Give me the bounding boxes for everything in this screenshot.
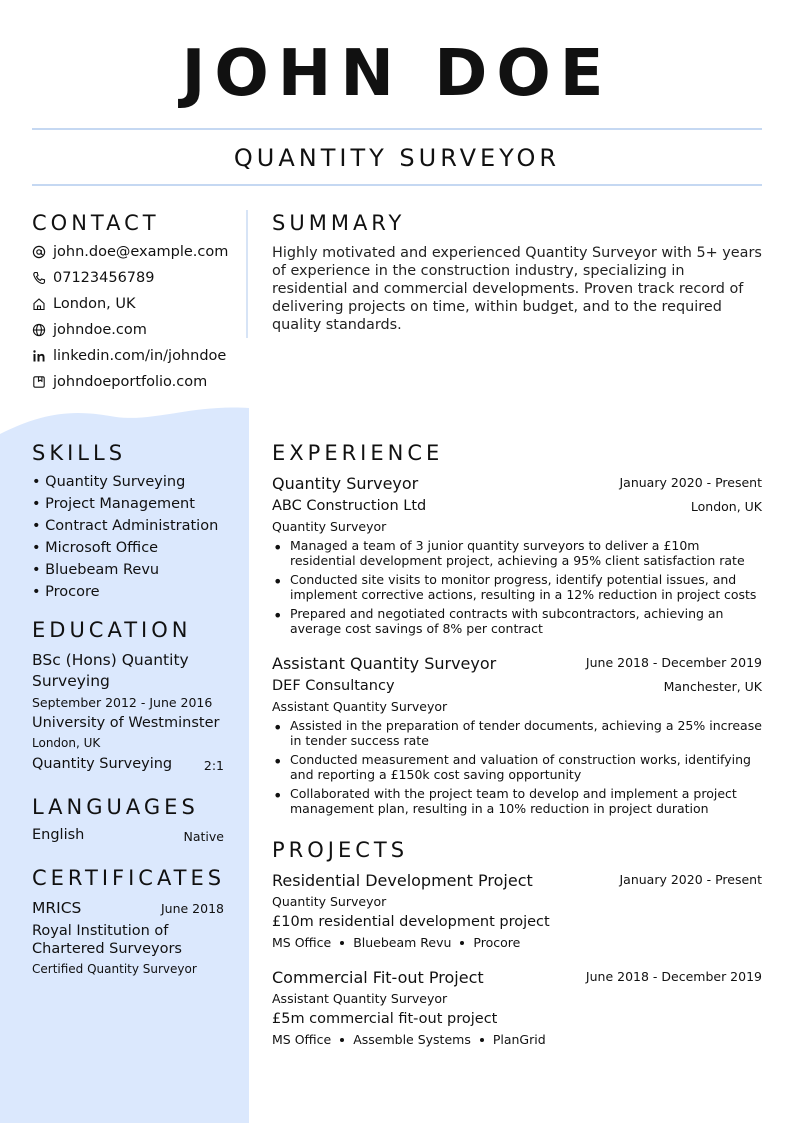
language-level: Native bbox=[183, 829, 224, 844]
job-role: Quantity Surveyor bbox=[272, 519, 387, 534]
certificate-date: June 2018 bbox=[160, 901, 224, 916]
list-item: • Collaborated with the project team to develop and implement a project management plan, resulting in a 10% reduction in project duration bbox=[272, 786, 762, 816]
certificate-name: MRICS bbox=[32, 899, 82, 917]
job-dates: January 2020 - Present bbox=[619, 475, 762, 490]
project-tag: Assemble Systems bbox=[353, 1032, 471, 1047]
list-item: • Contract Administration bbox=[32, 518, 219, 534]
languages-heading: LANGUAGES bbox=[32, 795, 199, 819]
globe-icon bbox=[32, 323, 46, 337]
skill-name: Bluebeam Revu bbox=[45, 562, 160, 578]
header-top-divider bbox=[32, 128, 762, 130]
project-tag: Procore bbox=[473, 935, 521, 950]
summary-text: Highly motivated and experienced Quantity Surveyor with 5+ years of experience in the construction industry, specializing in residential and commercial developments. Proven track record of delivering projects on time, within budget, and to the required quality standards. bbox=[272, 245, 762, 333]
tag-separator bbox=[480, 1038, 484, 1042]
project-tags bbox=[272, 1032, 546, 1047]
at-icon bbox=[32, 245, 46, 259]
job-bullets bbox=[272, 538, 762, 640]
certificates-heading: CERTIFICATES bbox=[32, 866, 226, 890]
certificate-description: Certified Quantity Surveyor bbox=[32, 962, 197, 976]
skill-name: Project Management bbox=[45, 496, 195, 512]
education-degree-line1: BSc (Hons) Quantity bbox=[32, 651, 189, 669]
contact-linkedin[interactable] bbox=[32, 346, 226, 366]
project-description: £10m residential development project bbox=[272, 914, 550, 930]
project-tag: MS Office bbox=[272, 935, 332, 950]
education-field: Quantity Surveying bbox=[32, 756, 173, 772]
skill-name: Microsoft Office bbox=[45, 540, 159, 556]
summary-heading: SUMMARY bbox=[272, 211, 406, 235]
portfolio-icon bbox=[32, 375, 46, 389]
education-grade: 2:1 bbox=[203, 758, 224, 773]
language-name: English bbox=[32, 827, 85, 843]
contact-email[interactable] bbox=[32, 242, 228, 262]
list-item: • Conducted measurement and valuation of construction works, identifying and reporting a £150k cost saving opportunity bbox=[272, 752, 762, 782]
contact-website[interactable] bbox=[32, 320, 147, 340]
candidate-title: QUANTITY SURVEYOR bbox=[233, 144, 561, 172]
skills-list bbox=[32, 471, 218, 603]
job-location: London, UK bbox=[690, 499, 762, 514]
education-heading: EDUCATION bbox=[32, 618, 192, 642]
home-icon bbox=[32, 297, 46, 311]
project-title: Residential Development Project bbox=[272, 871, 533, 890]
contact-website-text: johndoe.com bbox=[53, 322, 147, 338]
education-school: University of Westminster bbox=[32, 715, 220, 731]
certificate-issuer-line2: Chartered Surveyors bbox=[32, 941, 182, 957]
project-role: Quantity Surveyor bbox=[272, 894, 387, 909]
project-dates: January 2020 - Present bbox=[619, 872, 762, 887]
skill-name: Quantity Surveying bbox=[45, 474, 186, 490]
tag-separator bbox=[460, 941, 464, 945]
education-dates: September 2012 - June 2016 bbox=[32, 695, 213, 710]
job-title: Assistant Quantity Surveyor bbox=[272, 654, 497, 673]
project-tag: Bluebeam Revu bbox=[353, 935, 452, 950]
header-bottom-divider bbox=[32, 184, 762, 186]
list-item: • Quantity Surveying bbox=[32, 474, 186, 490]
contact-email-text: john.doe@example.com bbox=[53, 244, 229, 260]
project-tag: PlanGrid bbox=[492, 1032, 546, 1047]
job-company: DEF Consultancy bbox=[272, 678, 395, 694]
list-item: • Prepared and negotiated contracts with subcontractors, achieving an average cost savings of 8% per contract bbox=[272, 606, 762, 636]
project-role: Assistant Quantity Surveyor bbox=[272, 991, 448, 1006]
list-item: • Managed a team of 3 junior quantity surveyors to deliver a £10m residential development project, achieving a 95% client satisfaction rate bbox=[272, 538, 762, 568]
job-company: ABC Construction Ltd bbox=[272, 498, 427, 514]
list-item: • Procore bbox=[32, 584, 100, 600]
linkedin-icon bbox=[32, 349, 46, 363]
candidate-name: JOHN DOE bbox=[181, 37, 613, 111]
contact-heading: CONTACT bbox=[32, 211, 160, 235]
certificate-issuer-line1: Royal Institution of bbox=[32, 923, 169, 939]
contact-location-text: London, UK bbox=[53, 296, 136, 312]
column-divider bbox=[246, 210, 248, 338]
project-dates: June 2018 - December 2019 bbox=[585, 969, 762, 984]
tag-separator bbox=[340, 941, 344, 945]
skill-name: Procore bbox=[45, 584, 100, 600]
skills-heading: SKILLS bbox=[32, 441, 127, 465]
project-tags bbox=[272, 935, 520, 950]
contact-location bbox=[32, 294, 136, 314]
project-description: £5m commercial fit-out project bbox=[272, 1011, 498, 1027]
list-item: • Bluebeam Revu bbox=[32, 562, 160, 578]
contact-linkedin-text: linkedin.com/in/johndoe bbox=[53, 348, 227, 364]
list-item: • Microsoft Office bbox=[32, 540, 159, 556]
project-tag: MS Office bbox=[272, 1032, 332, 1047]
job-bullets bbox=[272, 718, 762, 820]
list-item: • Conducted site visits to monitor progress, identify potential issues, and implement corrective actions, resulting in a 12% reduction in project costs bbox=[272, 572, 762, 602]
job-role: Assistant Quantity Surveyor bbox=[272, 699, 448, 714]
education-degree-line2: Surveying bbox=[32, 672, 110, 690]
tag-separator bbox=[340, 1038, 344, 1042]
project-title: Commercial Fit-out Project bbox=[272, 968, 484, 987]
experience-heading: EXPERIENCE bbox=[272, 441, 444, 465]
projects-heading: PROJECTS bbox=[272, 838, 409, 862]
contact-phone[interactable] bbox=[32, 268, 154, 288]
contact-portfolio-text: johndoeportfolio.com bbox=[53, 374, 208, 390]
education-location: London, UK bbox=[32, 736, 101, 750]
list-item: • Project Management bbox=[32, 496, 195, 512]
contact-phone-text: 07123456789 bbox=[53, 270, 155, 286]
job-location: Manchester, UK bbox=[663, 679, 762, 694]
skill-name: Contract Administration bbox=[45, 518, 219, 534]
list-item: • Assisted in the preparation of tender documents, achieving a 25% increase in tender success rate bbox=[272, 718, 762, 748]
job-title: Quantity Surveyor bbox=[272, 474, 419, 493]
contact-portfolio[interactable] bbox=[32, 372, 207, 392]
job-dates: June 2018 - December 2019 bbox=[585, 655, 762, 670]
phone-icon bbox=[32, 271, 46, 285]
